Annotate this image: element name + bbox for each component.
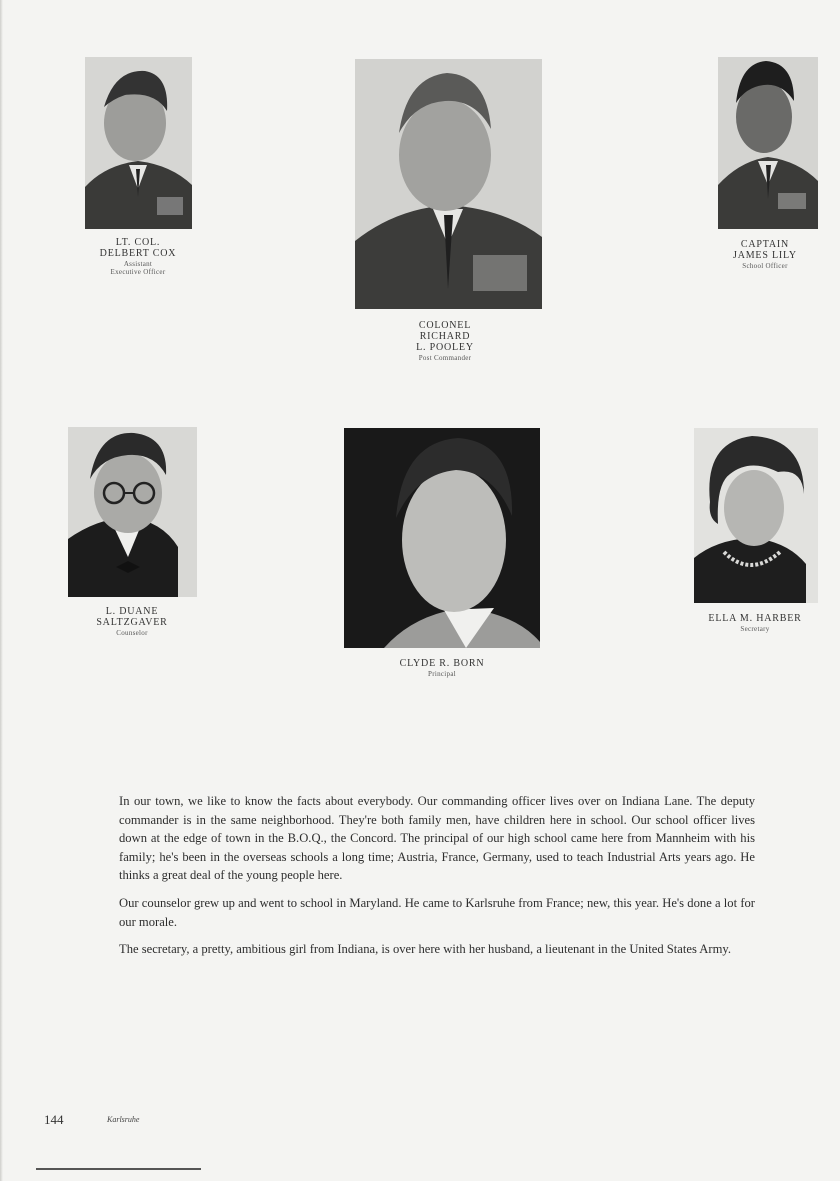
staff-role: Counselor bbox=[116, 629, 148, 637]
staff-role: School Officer bbox=[742, 262, 788, 270]
paragraph-officers: In our town, we like to know the facts about everybody. Our commanding officer lives over on Indiana Lane. The deputy commander is in the same neighborhood. They're both family men, have children here in school. Our school officer lives down at the edge of town in the B.O.Q., the Concord. The principal of our high school came here from Mannheim with his family; he's been in the overseas schools a long time; Austria, France, Germany, used to teach Industrial Arts years ago. He thinks a great deal of the young people here. bbox=[119, 794, 755, 883]
caption-james-lily bbox=[695, 239, 835, 270]
section-name: Karlsruhe bbox=[107, 1115, 140, 1124]
photo-richard-pooley bbox=[355, 59, 542, 309]
caption-clyde-born bbox=[362, 658, 522, 678]
caption-duane-saltzgaver bbox=[62, 606, 202, 637]
staff-name: COLONEL RICHARD L. POOLEY bbox=[416, 320, 474, 353]
staff-role: Principal bbox=[428, 670, 456, 678]
caption-delbert-cox bbox=[68, 237, 208, 276]
caption-ella-harber bbox=[680, 613, 830, 633]
photo-duane-saltzgaver bbox=[68, 427, 197, 597]
photo-clyde-born bbox=[344, 428, 540, 648]
staff-name: L. DUANE SALTZGAVER bbox=[96, 606, 168, 628]
paragraph-counselor: Our counselor grew up and went to school in Maryland. He came to Karlsruhe from France; new, this year. He's done a lot for our morale. bbox=[119, 895, 755, 929]
page-edge-shadow bbox=[0, 0, 3, 1181]
staff-name: LT. COL. DELBERT COX bbox=[99, 237, 177, 259]
footer-rule bbox=[36, 1168, 201, 1170]
article-body bbox=[119, 792, 755, 968]
staff-name: CLYDE R. BORN bbox=[399, 658, 485, 669]
staff-role: Assistant Executive Officer bbox=[110, 260, 166, 276]
paragraph-secretary: The secretary, a pretty, ambitious girl from Indiana, is over here with her husband, a lieutenant in the United States Army. bbox=[119, 942, 732, 957]
staff-role: Secretary bbox=[740, 625, 770, 633]
staff-role: Post Commander bbox=[418, 354, 472, 362]
photo-ella-harber bbox=[694, 428, 818, 603]
photo-delbert-cox bbox=[85, 57, 192, 229]
staff-name: ELLA M. HARBER bbox=[708, 613, 802, 624]
caption-richard-pooley bbox=[370, 320, 520, 362]
page-number: 144 bbox=[44, 1112, 64, 1127]
photo-james-lily bbox=[718, 57, 818, 229]
staff-name: CAPTAIN JAMES LILY bbox=[733, 239, 797, 261]
